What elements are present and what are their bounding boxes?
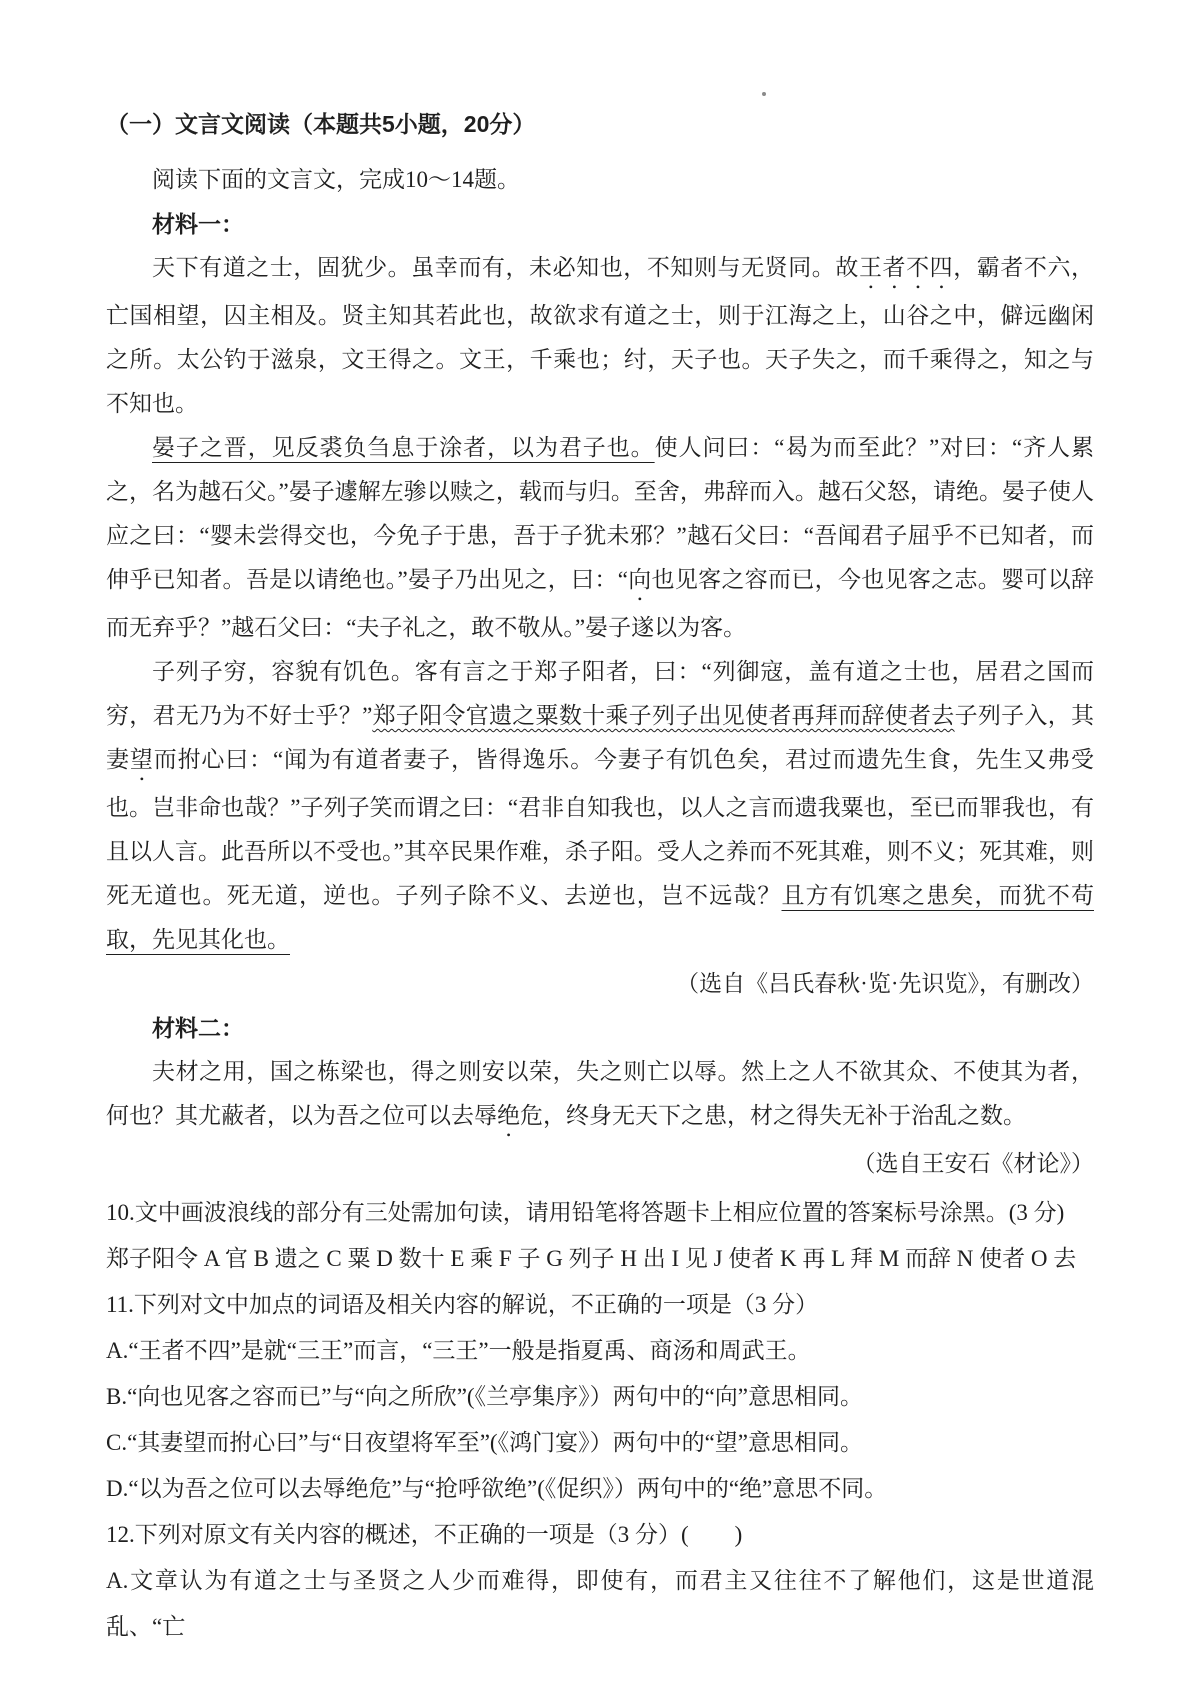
text-run: 子列子穷，容貌有饥色。客有言之于郑子阳者，曰：“列御寇，盖有道之士也，居君之国而穷，君无乃为不好士乎？” (106, 659, 1094, 728)
text-run: 夫材之用，国之栋梁也，得之则安以荣，失之则亡以辱。然上之人不欲其众、不使其为者，何也？其尤蔽者，以为吾之位可以去辱 (106, 1059, 1094, 1128)
text-run: 天下有道之士，固犹少。虽幸而有，未必知也，不知则与无贤同。故 (152, 255, 859, 280)
questions (106, 1190, 1094, 1650)
paragraph (106, 426, 1094, 650)
question-stem: 10.文中画波浪线的部分有三处需加句读，请用铅笔将答题卡上相应位置的答案标号涂黑。(3 分) (106, 1200, 1065, 1225)
question-line: A.文章认为有道之士与圣贤之人少而难得，即使有，而君主又往往不了解他们，这是世道混乱、“亡 (106, 1568, 1094, 1639)
text-run: ，霸者不六，亡国相望，囚主相及。贤主知其若此也，故欲求有道之士，则于江海之上，山谷之中，僻远幽闲之所。太公钓于滋泉，文王得之。文王，千乘也；纣，天子也。天子失之，而千乘得之，知之与不知也。 (106, 255, 1095, 416)
document-body (106, 102, 1094, 1650)
question-line: B.“向也见客之容而已”与“向之所欣”(《兰亭集序》）两句中的“向”意思相同。 (106, 1384, 864, 1409)
dotted-term: 望 (129, 747, 154, 772)
text-run: 也见客之容而已，今也见客之志。婴可以辞而无弃乎？”越石父曰：“夫子礼之，敢不敬从。”晏子遂以为客。 (106, 567, 1095, 640)
dotted-term: 王者不四 (858, 255, 954, 280)
paragraph (106, 246, 1094, 426)
material-one-label: 材料一： (152, 211, 244, 237)
material-two-paragraphs (106, 1050, 1094, 1142)
text-run: 使人问曰：“曷为而至此？”对曰：“齐人累之，名为越石父。”晏子遽解左骖以赎之，载而与归。至舍，弗辞而入。越石父怒，请绝。晏子使人应之曰：“婴未尝得交也，今免子于患，吾于子犹未邪？”越石父曰：“吾闻君子屈乎不已知者，而伸乎已知者。吾是以请绝也。”晏子乃出见之，曰：“ (106, 435, 1094, 592)
material-one-source: （选自《吕氏春秋·览·先识览》，有删改） (676, 971, 1094, 996)
paragraph (106, 1050, 1094, 1142)
dotted-term: 向 (627, 567, 652, 592)
wavy-underlined-sentence: 郑子阳令官遗之粟数十乘子列子出见使者再拜而辞使者去 (372, 703, 955, 728)
underlined-sentence: 且方有饥寒之患矣，而犹不苟取，先见其化也。 (106, 883, 1094, 952)
question-line: C.“其妻望而拊心曰”与“日夜望将军至”(《鸿门宴》）两句中的“望”意思相同。 (106, 1430, 864, 1455)
underlined-sentence: 晏子之晋，见反裘负刍息于涂者，以为君子也。 (152, 435, 655, 460)
material-two-source: （选自王安石《材论》） (852, 1151, 1094, 1176)
stray-mark (762, 92, 766, 96)
question-stem: 11.下列对文中加点的词语及相关内容的解说，不正确的一项是（3 分） (106, 1292, 819, 1317)
material-two-label: 材料二： (152, 1015, 244, 1041)
paragraph (106, 650, 1094, 962)
material-one-paragraphs (106, 246, 1094, 962)
text-run: 危，终身无天下之患，材之得失无补于治乱之数。 (520, 1103, 1026, 1128)
text-run: 子列子入，其妻 (106, 703, 1094, 772)
question-stem: 12.下列对原文有关内容的概述，不正确的一项是（3 分）( ) (106, 1522, 743, 1547)
question-line: A.“王者不四”是就“三王”而言，“三王”一般是指夏禹、商汤和周武王。 (106, 1338, 811, 1363)
section-title: （一）文言文阅读（本题共5小题，20分） (106, 111, 536, 137)
question-line: D.“以为吾之位可以去辱绝危”与“抢呼欲绝”(《促织》）两句中的“绝”意思不同。 (106, 1476, 888, 1501)
dotted-term: 绝 (497, 1103, 520, 1128)
text-run: 而拊心曰：“闻为有道者妻子，皆得逸乐。今妻子有饥色矣，君过而遗先生食，先生又弗受也。岂非命也哉？”子列子笑而谓之曰：“君非自知我也，以人之言而遗我粟也，至已而罪我也，有且以人言。此吾所以不受也。”其卒民果作难，杀子阳。受人之养而不死其难，则不义；死其难，则死无道也。死无道，逆也。子列子除不义、去逆也，岂不远哉？ (106, 747, 1095, 908)
question-line: 郑子阳令 A 官 B 遗之 C 粟 D 数十 E 乘 F 子 G 列子 H 出 I 见 J 使者 K 再 L 拜 M 而辞 N 使者 O 去 (106, 1246, 1077, 1271)
reading-instruction: 阅读下面的文言文，完成10～14题。 (152, 167, 520, 192)
